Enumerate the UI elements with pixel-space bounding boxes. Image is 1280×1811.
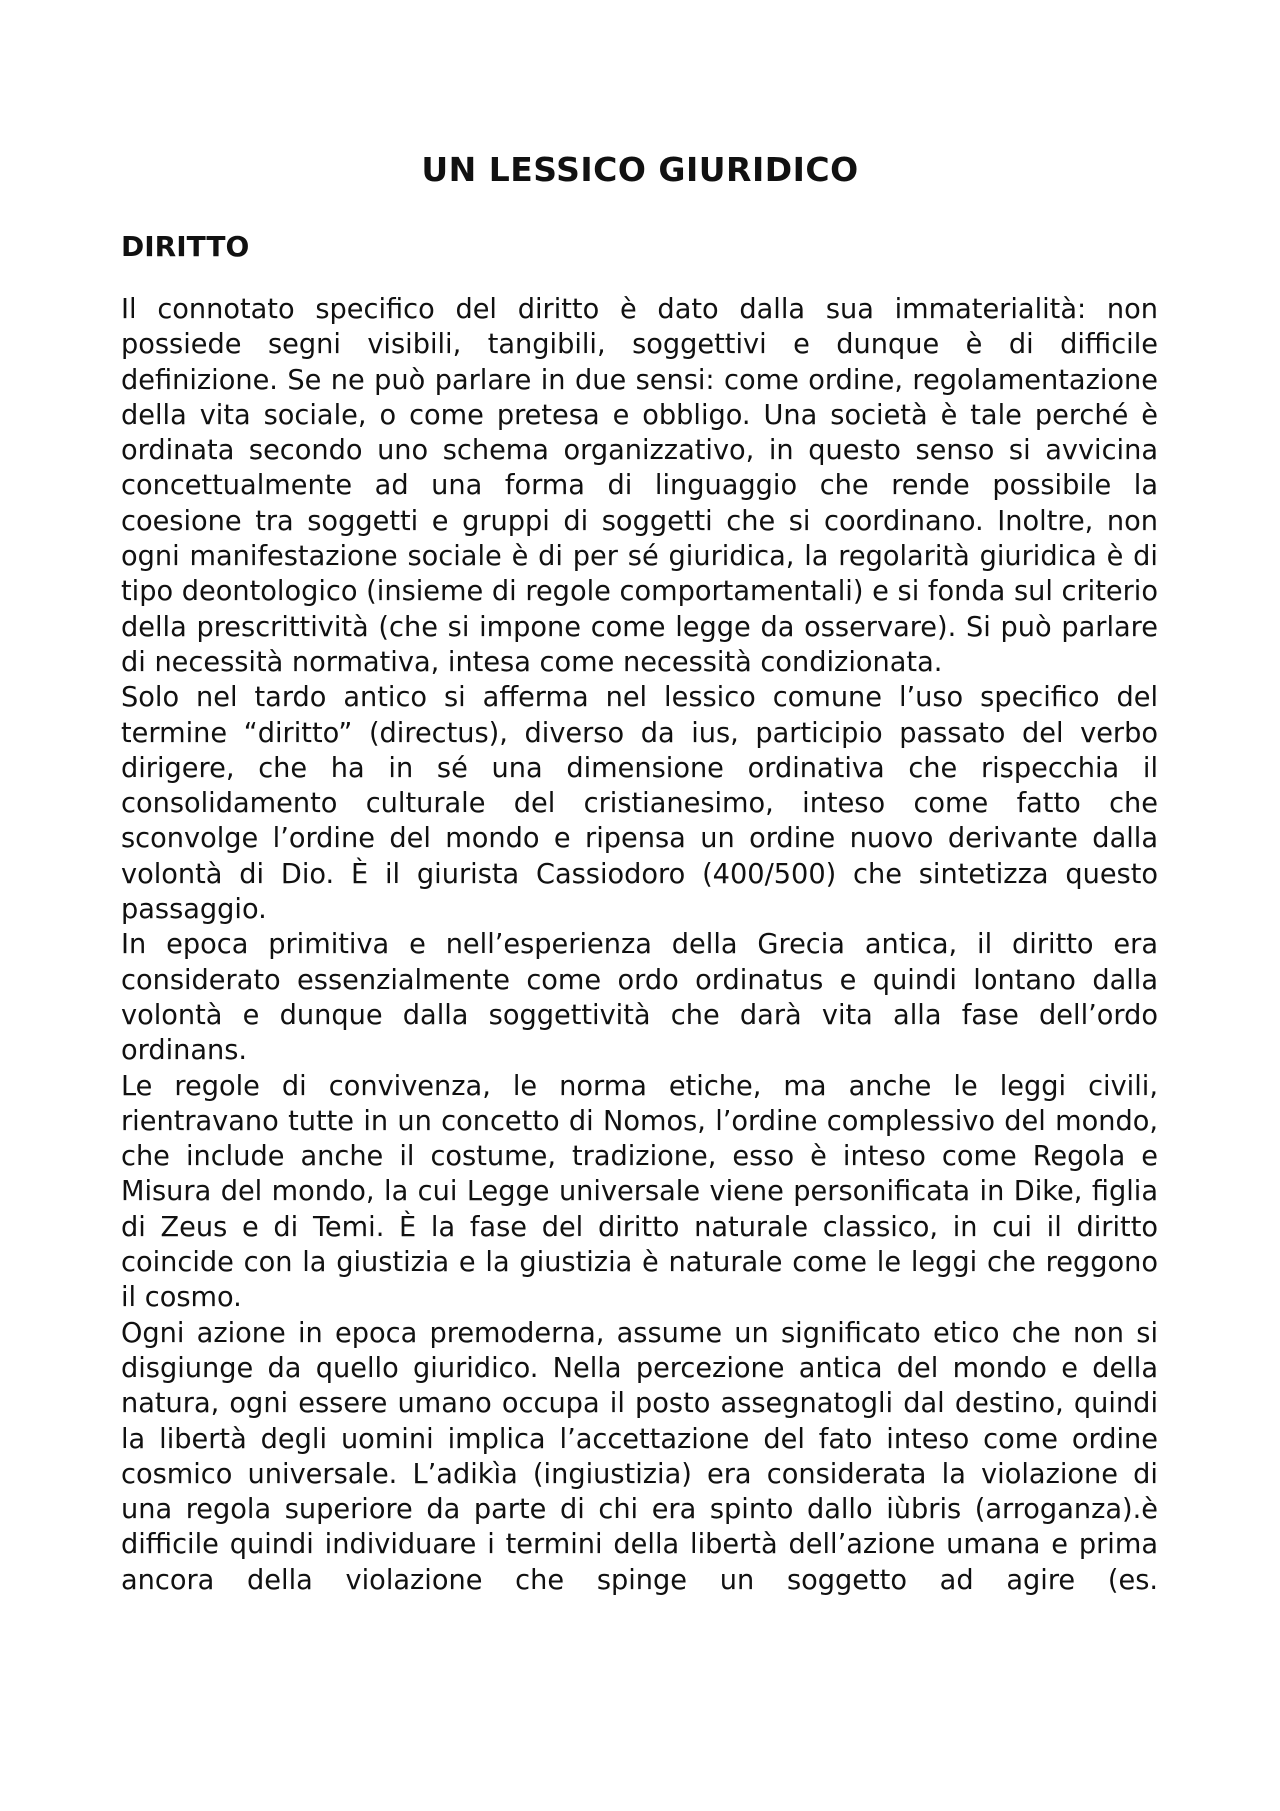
paragraph: Solo nel tardo antico si afferma nel lessico comune l’uso specifico del termine “diritto” (directus), diverso da ius, participio passato del verbo dirigere, che ha in sé una dimensione ordinativa che rispecchia il consolidamento culturale del cristianesimo, inteso come fatto che sconvolge l’ordine del mondo e ripensa un ordine nuovo derivante dalla volontà di Dio. È il giurista Cassiodoro (400/500) che sintetizza questo passaggio. xyxy=(121,682,1158,926)
section-heading: DIRITTO xyxy=(121,230,250,263)
paragraph: Il connotato specifico del diritto è dato dalla sua immaterialità: non possiede segni visibili, tangibili, soggettivi e dunque è di difficile definizione. Se ne può parlare in due sensi: come ordine, regolamentazione della vita sociale, o come pretesa e obbligo. Una società è tale perché è ordinata secondo uno schema organizzativo, in questo senso si avvicina concettualmente ad una forma di linguaggio che rende possibile la coesione tra soggetti e gruppi di soggetti che si coordinano. Inoltre, non ogni manifestazione sociale è di per sé giuridica, la regolarità giuridica è di tipo deontologico (insieme di regole comportamentali) e si fonda sul criterio della prescrittività (che si impone come legge da osservare). Si può parlare di necessità normativa, intesa come necessità condizionata. xyxy=(121,294,1158,678)
paragraph: Ogni azione in epoca premoderna, assume un significato etico che non si disgiunge da quello giuridico. Nella percezione antica del mondo e della natura, ogni essere umano occupa il posto assegnatogli dal destino, quindi la libertà degli uomini implica l’accettazione del fato inteso come ordine cosmico universale. L’adikìa (ingiustizia) era considerata la violazione di una regola superiore da parte di chi era spinto dallo iùbris (arroganza).è difficile quindi individuare i termini della libertà dell’azione umana e prima ancora della violazione che spinge un soggetto ad agire (es. xyxy=(121,1317,1158,1596)
body-text xyxy=(121,292,1158,1598)
paragraph: In epoca primitiva e nell’esperienza della Grecia antica, il diritto era considerato essenzialmente come ordo ordinatus e quindi lontano dalla volontà e dunque dalla soggettività che darà vita alla fase dell’ordo ordinans. xyxy=(121,929,1158,1067)
paragraph: Le regole di convivenza, le norma etiche, ma anche le leggi civili, rientravano tutte in un concetto di Nomos, l’ordine complessivo del mondo, che include anche il costume, tradizione, esso è inteso come Regola e Misura del mondo, la cui Legge universale viene personificata in Dike, figlia di Zeus e di Temi. È la fase del diritto naturale classico, in cui il diritto coincide con la giustizia e la giustizia è naturale come le leggi che reggono il cosmo. xyxy=(121,1070,1158,1314)
page-title: UN LESSICO GIURIDICO xyxy=(421,150,859,189)
